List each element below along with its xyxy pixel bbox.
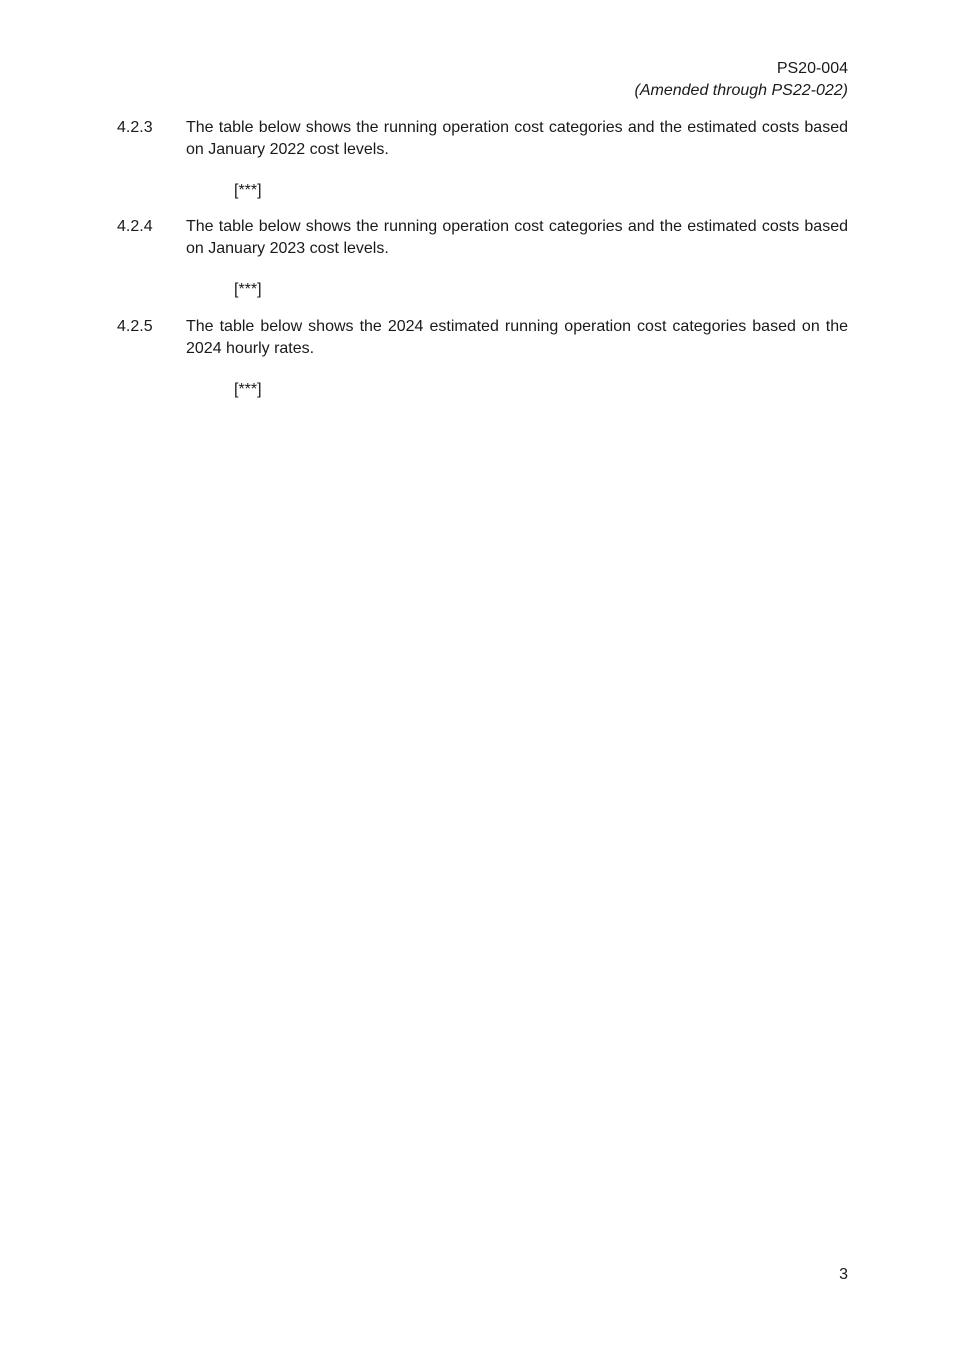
section-4-2-4 bbox=[117, 216, 848, 301]
amendment-note: (Amended through PS22-022) bbox=[634, 82, 848, 99]
redacted-table-placeholder: [***] bbox=[234, 381, 262, 398]
page-number: 3 bbox=[839, 1266, 848, 1283]
section-4-2-3 bbox=[117, 117, 848, 202]
section-text: The table below shows the running operation cost categories and the estimated costs based on January 2023 cost levels. bbox=[186, 218, 848, 257]
section-text: The table below shows the running operation cost categories and the estimated costs based on January 2022 cost levels. bbox=[186, 119, 848, 158]
section-number: 4.2.4 bbox=[117, 218, 153, 235]
section-number: 4.2.3 bbox=[117, 119, 153, 136]
redacted-table-placeholder: [***] bbox=[234, 182, 262, 199]
document-id: PS20-004 bbox=[776, 60, 848, 77]
section-number: 4.2.5 bbox=[117, 318, 153, 335]
redacted-table-placeholder: [***] bbox=[234, 281, 262, 298]
section-4-2-5 bbox=[117, 316, 848, 401]
page-header bbox=[635, 58, 848, 102]
section-text: The table below shows the 2024 estimated running operation cost categories based on the 2024 hourly rates. bbox=[186, 318, 848, 357]
